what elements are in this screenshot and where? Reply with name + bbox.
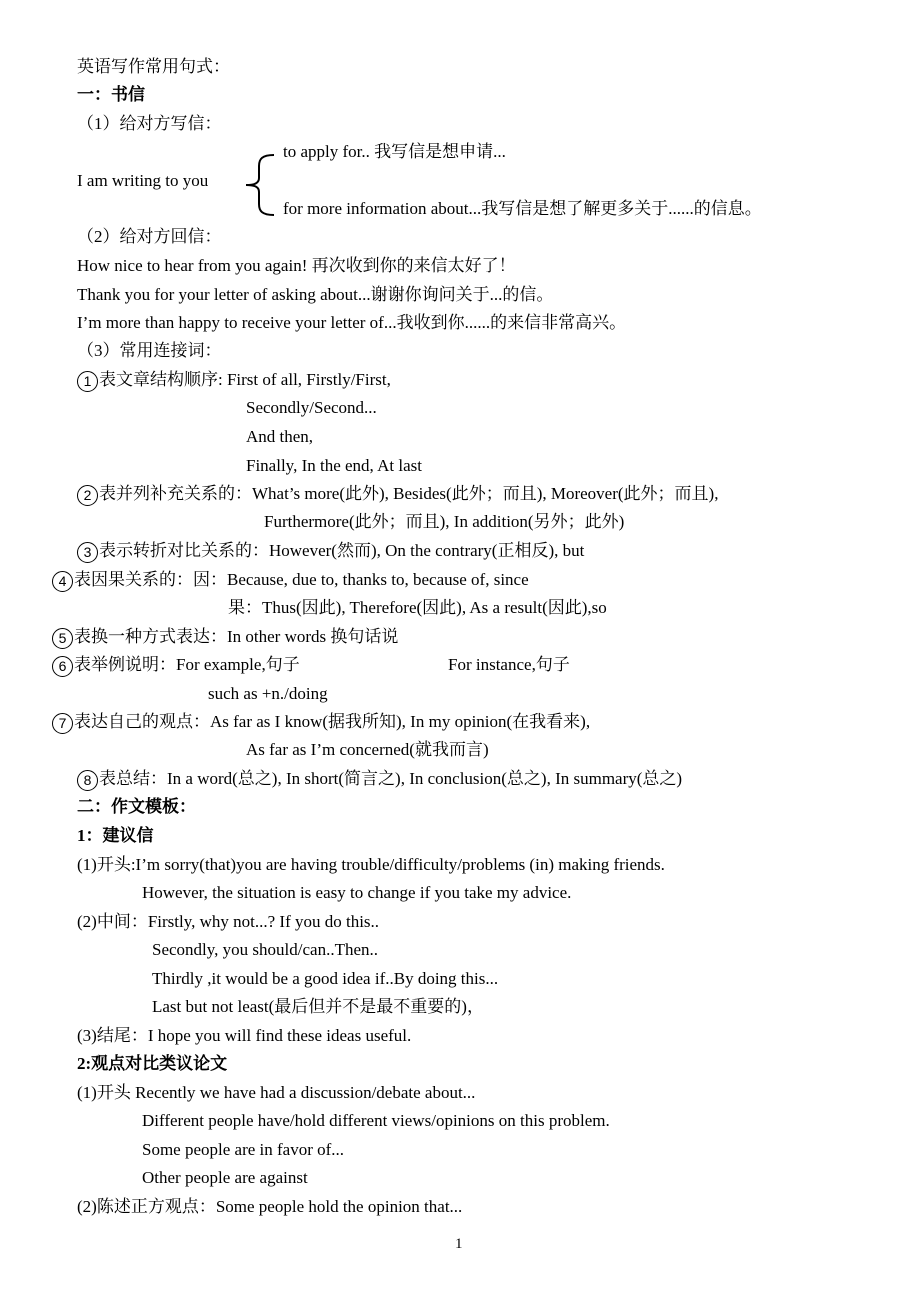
connective-continuation: such as +n./doing <box>208 684 328 703</box>
connective-text: 表并列补充关系的：What’s more(此外), Besides(此外；而且), Moreover(此外；而且), <box>99 484 719 503</box>
circled-number: 6 <box>52 656 73 677</box>
connective-item <box>52 627 398 649</box>
circled-number: 5 <box>52 628 73 649</box>
template-line: (1)开头:I’m sorry(that)you are having trouble/difficulty/problems (in) making friends. <box>77 855 665 874</box>
template-line: Some people are in favor of... <box>142 1140 345 1159</box>
connective-continuation: And then, <box>246 427 314 446</box>
connective-text-secondary: For instance,句子 <box>448 655 570 674</box>
circled-number: 2 <box>77 485 98 506</box>
connective-text: 表总结：In a word(总之), In short(简言之), In conclusion(总之), In summary(总之) <box>99 769 683 788</box>
template-heading-opinion: 2:观点对比类议论文 <box>77 1054 228 1073</box>
circled-number: 3 <box>77 542 98 563</box>
brace-option-info: for more information about...我写信是想了解更多关于......的信息。 <box>283 199 762 218</box>
reply-sentence: I’m more than happy to receive your letter of...我收到你......的来信非常高兴。 <box>77 313 627 332</box>
curly-brace <box>238 152 278 218</box>
template-line: However, the situation is easy to change if you take my advice. <box>142 883 572 902</box>
connective-continuation: As far as I’m concerned(就我而言) <box>246 740 489 759</box>
circled-number: 1 <box>77 371 98 392</box>
connective-text: 表换一种方式表达：In other words 换句话说 <box>74 627 399 646</box>
circled-number: 4 <box>52 571 73 592</box>
connective-continuation: Secondly/Second... <box>246 398 377 417</box>
template-line: (1)开头 Recently we have had a discussion/debate about... <box>77 1083 476 1102</box>
connective-item <box>77 370 391 392</box>
connective-item <box>52 570 529 592</box>
section-heading-templates: 二：作文模板： <box>77 797 196 816</box>
template-heading-advice: 1：建议信 <box>77 826 154 845</box>
reply-sentence: Thank you for your letter of asking about...谢谢你询问关于...的信。 <box>77 285 554 304</box>
connective-item <box>77 484 718 506</box>
connective-text: 表示转折对比关系的：However(然而), On the contrary(正相反), but <box>99 541 585 560</box>
connective-item <box>52 712 590 734</box>
writing-stem: I am writing to you <box>77 171 209 190</box>
connective-text: 表因果关系的：因：Because, due to, thanks to, because of, since <box>74 570 529 589</box>
connective-text: 表举例说明：For example,句子 <box>74 655 300 674</box>
brace-option-apply: to apply for.. 我写信是想申请... <box>283 142 506 161</box>
template-line: (2)陈述正方观点：Some people hold the opinion that... <box>77 1197 463 1216</box>
template-line: (3)结尾：I hope you will find these ideas useful. <box>77 1026 412 1045</box>
connective-text: 表达自己的观点：As far as I know(据我所知), In my opinion(在我看来), <box>74 712 591 731</box>
connective-item <box>77 769 682 791</box>
subheading-writing-to-them: （1）给对方写信： <box>77 114 222 133</box>
connective-item <box>77 541 584 563</box>
page-number: 1 <box>455 1236 463 1252</box>
subheading-replying: （2）给对方回信： <box>77 227 222 246</box>
subheading-connectives: （3）常用连接词： <box>77 341 222 360</box>
connective-text: 表文章结构顺序: First of all, Firstly/First, <box>99 370 391 389</box>
connective-continuation: Furthermore(此外；而且), In addition(另外；此外) <box>264 512 625 531</box>
template-line: Other people are against <box>142 1168 308 1187</box>
reply-sentence: How nice to hear from you again! 再次收到你的来信太好了！ <box>77 256 516 275</box>
template-line: (2)中间：Firstly, why not...? If you do this.. <box>77 912 380 931</box>
template-line: Secondly, you should/can..Then.. <box>152 940 378 959</box>
section-heading-letters: 一：书信 <box>77 85 145 104</box>
circled-number: 8 <box>77 770 98 791</box>
circled-number: 7 <box>52 713 73 734</box>
template-line: Last but not least(最后但并不是最不重要的)， <box>152 997 484 1016</box>
template-line: Different people have/hold different views/opinions on this problem. <box>142 1111 610 1130</box>
connective-item <box>52 655 300 677</box>
template-line: Thirdly ,it would be a good idea if..By doing this... <box>152 969 499 988</box>
connective-continuation: Finally, In the end, At last <box>246 456 422 475</box>
connective-continuation: 果：Thus(因此), Therefore(因此), As a result(因此),so <box>228 598 607 617</box>
document-title: 英语写作常用句式： <box>77 57 230 76</box>
